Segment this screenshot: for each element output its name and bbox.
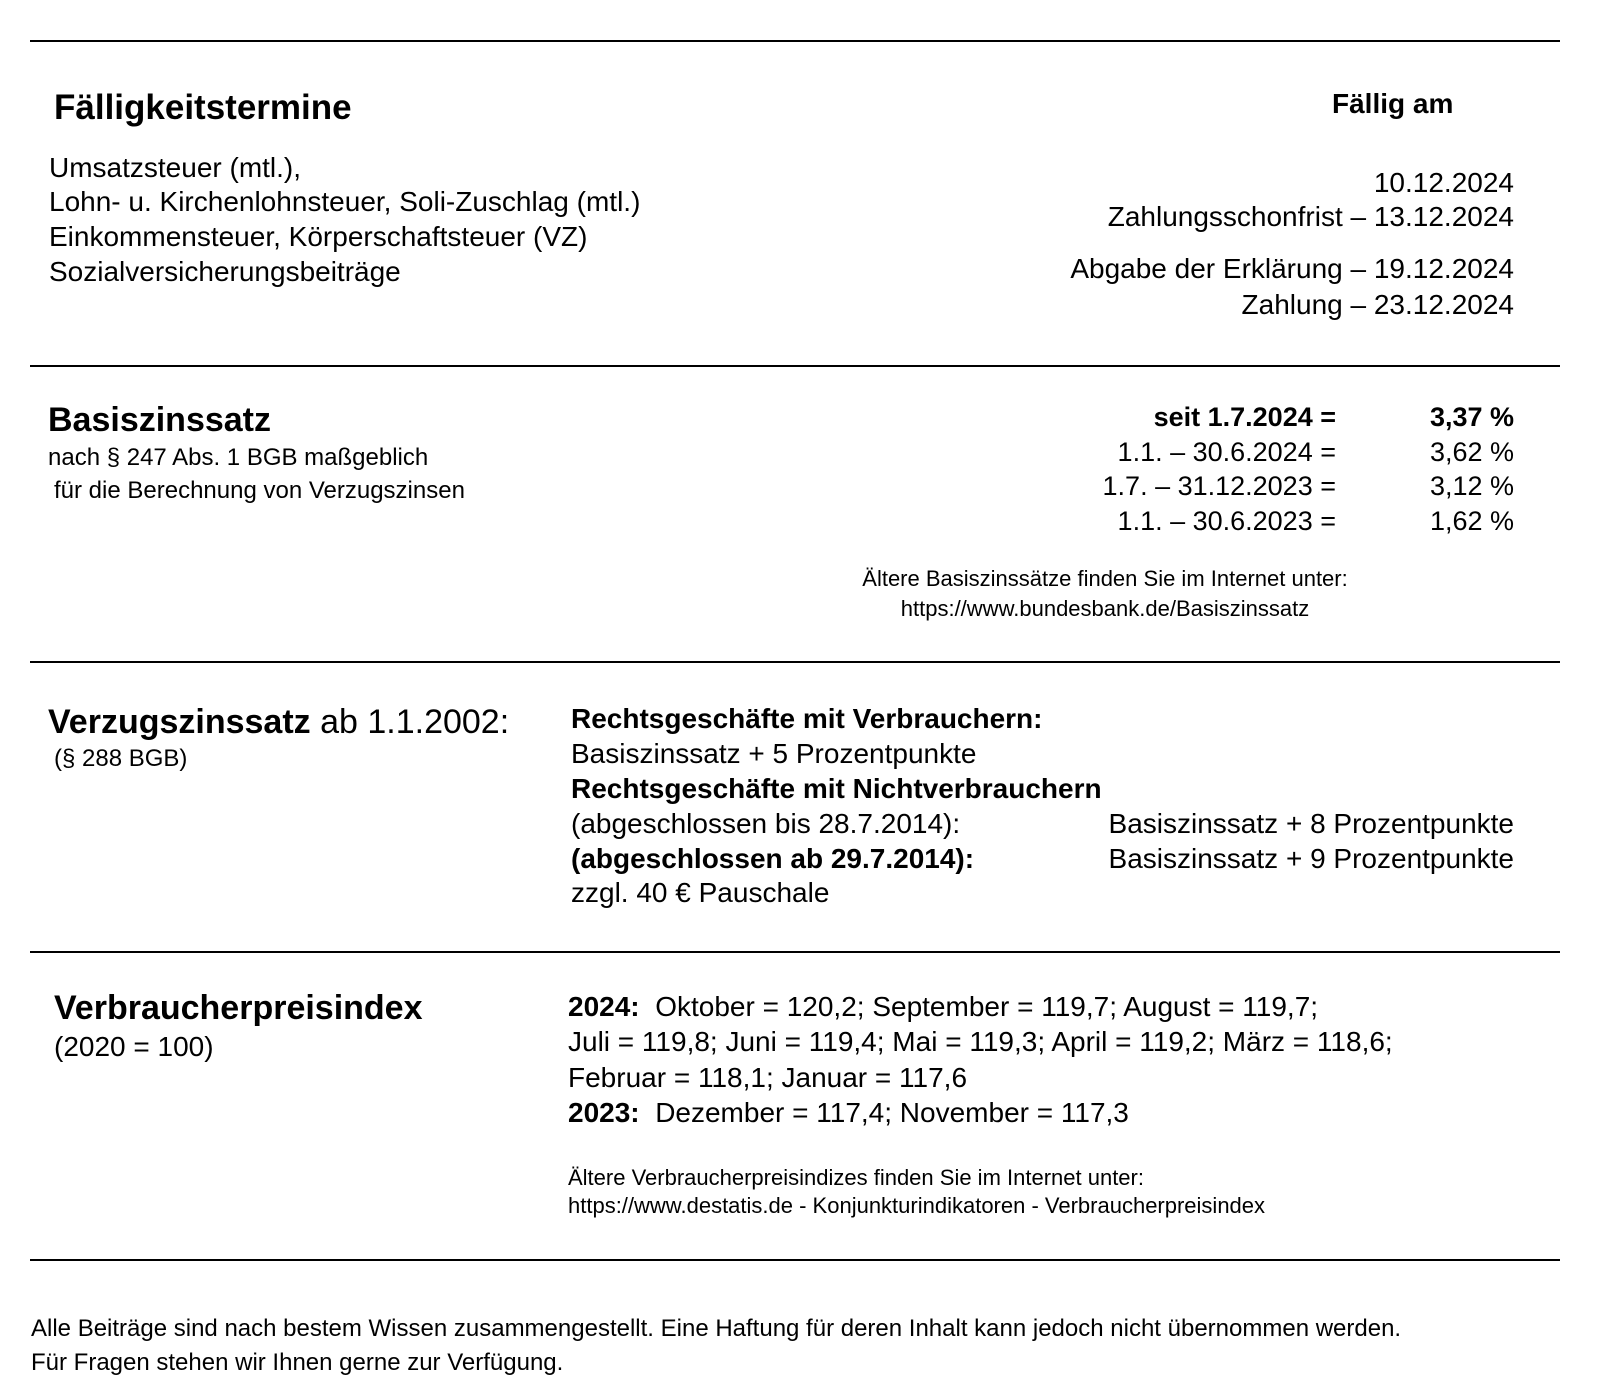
faelligkeit-item: Umsatzsteuer (mtl.), (49, 152, 302, 183)
vpi-values: Juli = 119,8; Juni = 119,4; Mai = 119,3; April = 119,2; März = 118,6; (568, 1026, 1393, 1057)
vpi-note: Ältere Verbraucherpreisindizes finden Sie im Internet unter: (568, 1165, 1144, 1190)
faelligkeit-date: Zahlungsschonfrist – 13.12.2024 (1107, 201, 1514, 232)
vpi-year-2023: 2023: (568, 1097, 640, 1128)
faelligkeit-column-header: Fällig am (1332, 88, 1454, 119)
vpi-values: Dezember = 117,4; November = 117,3 (655, 1097, 1129, 1128)
basiszins-rate-value: 3,62 % (1429, 437, 1514, 467)
footer-disclaimer: Alle Beiträge sind nach bestem Wissen zusammengestellt. Eine Haftung für deren Inhalt kann jedoch nicht übernommen werden. (31, 1315, 1402, 1342)
basiszins-subtitle: für die Berechnung von Verzugszinsen (54, 477, 465, 504)
faelligkeit-date: Zahlung – 23.12.2024 (1241, 289, 1514, 320)
basiszins-rate-period: seit 1.7.2024 = (1153, 402, 1336, 432)
basiszins-rate-period: 1.7. – 31.12.2023 = (1102, 471, 1336, 501)
verzug-title: Verzugszinssatz (48, 703, 311, 741)
faelligkeit-date: 10.12.2024 (1373, 167, 1514, 198)
vpi-values: Februar = 118,1; Januar = 117,6 (568, 1062, 968, 1093)
footer-contact: Für Fragen stehen wir Ihnen gerne zur Verfügung. (31, 1349, 564, 1376)
basiszins-subtitle: nach § 247 Abs. 1 BGB maßgeblich (48, 444, 429, 471)
faelligkeit-item: Sozialversicherungsbeiträge (49, 256, 401, 287)
verzug-row-label: (abgeschlossen ab 29.7.2014): (571, 843, 975, 874)
divider-after-faelligkeit (30, 365, 1560, 367)
divider-after-vpi (30, 1259, 1560, 1261)
vpi-link: https://www.destatis.de - Konjunkturindikatoren - Verbraucherpreisindex (568, 1193, 1266, 1218)
vpi-line-2024 (568, 991, 1318, 1023)
verzug-row-label: (abgeschlossen bis 28.7.2014): (571, 808, 961, 839)
faelligkeit-date: Abgabe der Erklärung – 19.12.2024 (1070, 253, 1514, 284)
vpi-base: (2020 = 100) (54, 1031, 214, 1062)
basiszins-rate-period: 1.1. – 30.6.2023 = (1117, 506, 1336, 536)
verzug-row-value: Basiszinssatz + 9 Prozentpunkte (1108, 843, 1514, 874)
basiszins-title: Basiszinssatz (48, 401, 271, 439)
faelligkeit-item: Lohn- u. Kirchenlohnsteuer, Soli-Zuschlag (mtl.) (49, 186, 641, 217)
basiszins-rate-value: 3,12 % (1429, 471, 1514, 501)
basiszins-rate-value: 3,37 % (1429, 402, 1514, 432)
verzug-flat-fee: zzgl. 40 € Pauschale (571, 877, 830, 908)
verzug-nonconsumers-heading: Rechtsgeschäfte mit Nichtverbrauchern (571, 773, 1102, 804)
divider-after-basiszins (30, 661, 1560, 663)
verzug-row-value: Basiszinssatz + 8 Prozentpunkte (1108, 808, 1514, 839)
verzug-title-suffix: ab 1.1.2002: (310, 703, 510, 741)
divider-after-verzug (30, 951, 1560, 953)
basiszins-note: Ältere Basiszinssätze finden Sie im Internet unter: (862, 566, 1348, 591)
verzug-consumers-heading: Rechtsgeschäfte mit Verbrauchern: (571, 703, 1043, 734)
vpi-year-2024: 2024: (568, 991, 640, 1022)
vpi-title: Verbraucherpreisindex (54, 989, 423, 1027)
faelligkeit-title: Fälligkeitstermine (54, 88, 352, 127)
basiszins-rate-value: 1,62 % (1429, 506, 1514, 536)
divider-top (30, 40, 1560, 42)
verzug-ref: (§ 288 BGB) (54, 745, 188, 772)
vpi-line-2023 (568, 1097, 1129, 1129)
verzug-title-line (48, 703, 509, 742)
basiszins-rate-period: 1.1. – 30.6.2024 = (1117, 437, 1336, 467)
vpi-values: Oktober = 120,2; September = 119,7; August = 119,7; (655, 991, 1319, 1022)
faelligkeit-item: Einkommensteuer, Körperschaftsteuer (VZ) (49, 221, 588, 252)
basiszins-link: https://www.bundesbank.de/Basiszinssatz (900, 596, 1310, 621)
verzug-consumers-rate: Basiszinssatz + 5 Prozentpunkte (571, 738, 977, 769)
